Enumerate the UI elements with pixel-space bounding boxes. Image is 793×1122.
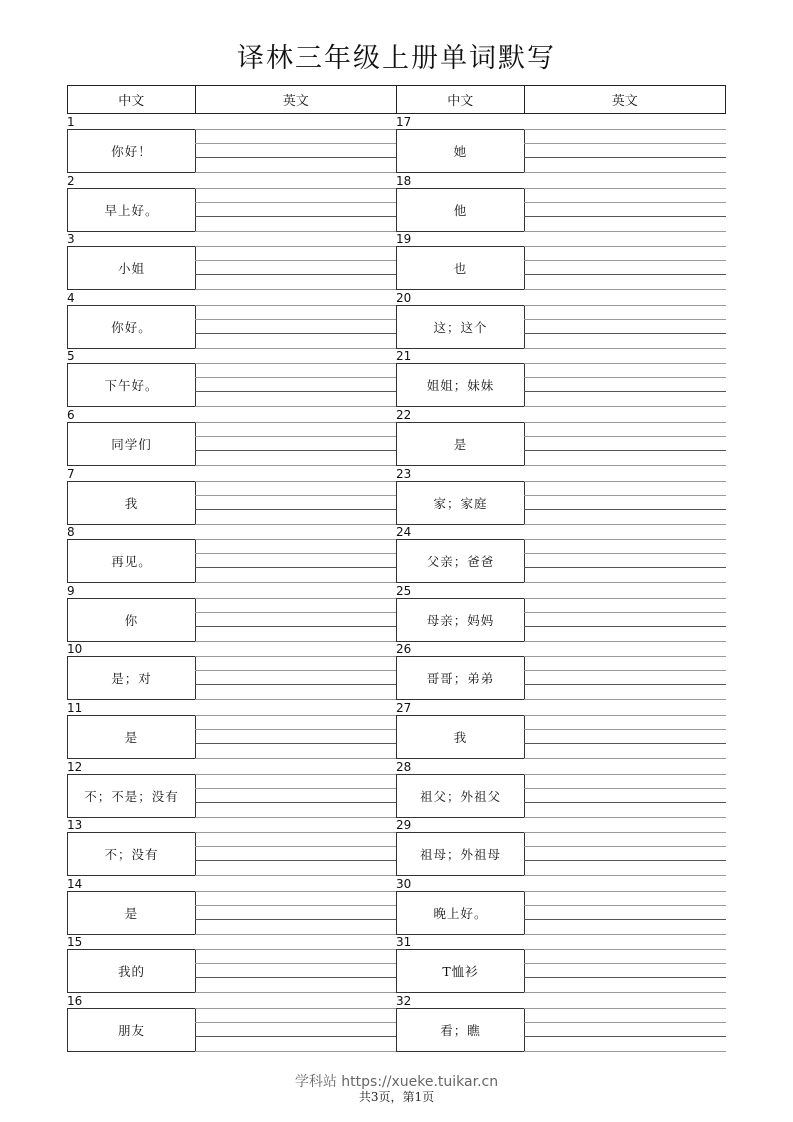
table-header (67, 85, 726, 114)
writing-line (195, 363, 397, 364)
writing-line (524, 246, 726, 247)
entry-number: 29 (396, 818, 412, 833)
writing-line (524, 729, 726, 730)
word-entry (67, 993, 397, 1052)
chinese-word-cell: 是 (396, 422, 525, 466)
writing-line (524, 905, 726, 906)
chinese-word-cell: T恤衫 (396, 949, 525, 993)
chinese-word-cell: 你好！ (67, 129, 196, 173)
english-writing-lines[interactable] (524, 949, 726, 993)
writing-line (195, 305, 397, 306)
writing-line (195, 626, 397, 627)
entry-number: 7 (67, 466, 75, 481)
writing-line (195, 832, 397, 833)
chinese-word-cell: 小姐 (67, 246, 196, 290)
writing-line (524, 377, 726, 378)
chinese-word-cell: 看；瞧 (396, 1008, 525, 1052)
chinese-word-cell: 她 (396, 129, 525, 173)
chinese-word-cell: 朋友 (67, 1008, 196, 1052)
chinese-word-cell: 同学们 (67, 422, 196, 466)
page-number: 共3页，第1页 (358, 1090, 435, 1104)
chinese-word-cell: 我 (396, 715, 525, 759)
entry-number: 31 (396, 935, 412, 950)
writing-line (524, 509, 726, 510)
word-entry (396, 993, 726, 1052)
writing-line (524, 481, 726, 482)
chinese-word-cell: 我 (67, 481, 196, 525)
writing-line (524, 129, 726, 130)
entry-number: 9 (67, 583, 75, 598)
chinese-word-cell: 他 (396, 188, 525, 232)
word-entry (396, 934, 726, 993)
word-entry (67, 407, 397, 466)
writing-line (195, 1036, 397, 1037)
writing-line (524, 436, 726, 437)
chinese-word-cell: 也 (396, 246, 525, 290)
writing-line (524, 684, 726, 685)
writing-line (524, 949, 726, 950)
english-writing-lines[interactable] (195, 715, 397, 759)
header-chinese-left: 中文 (68, 86, 196, 113)
english-writing-lines[interactable] (524, 188, 726, 232)
chinese-word-cell: 下午好。 (67, 363, 196, 407)
word-entry (396, 641, 726, 700)
chinese-word-cell: 祖父；外祖父 (396, 774, 525, 818)
english-writing-lines[interactable] (195, 422, 397, 466)
word-entry (396, 173, 726, 232)
word-entry (396, 290, 726, 349)
writing-line (195, 129, 397, 130)
writing-line (195, 949, 397, 950)
writing-line (524, 391, 726, 392)
english-writing-lines[interactable] (195, 1008, 397, 1052)
chinese-word-cell: 祖母；外祖母 (396, 832, 525, 876)
writing-line (195, 774, 397, 775)
writing-line (524, 774, 726, 775)
writing-line (195, 1051, 397, 1052)
word-entry (396, 876, 726, 935)
english-writing-lines[interactable] (195, 539, 397, 583)
writing-line (195, 567, 397, 568)
writing-line (195, 246, 397, 247)
entry-number: 1 (67, 115, 75, 129)
writing-line (524, 788, 726, 789)
writing-line (195, 670, 397, 671)
chinese-word-cell: 不；不是；没有 (67, 774, 196, 818)
writing-line (524, 188, 726, 189)
english-writing-lines[interactable] (195, 598, 397, 642)
word-entry (67, 114, 397, 173)
word-entry (396, 231, 726, 290)
writing-line (524, 656, 726, 657)
english-writing-lines[interactable] (524, 129, 726, 173)
header-english-left: 英文 (196, 86, 397, 113)
entry-number: 25 (396, 583, 412, 598)
writing-line (195, 157, 397, 158)
writing-line (195, 963, 397, 964)
writing-line (195, 715, 397, 716)
writing-line (195, 188, 397, 189)
word-entry (396, 348, 726, 407)
writing-line (524, 319, 726, 320)
word-entry (396, 583, 726, 642)
english-writing-lines[interactable] (195, 305, 397, 349)
writing-line (195, 450, 397, 451)
writing-line (524, 919, 726, 920)
chinese-word-cell: 你好。 (67, 305, 196, 349)
writing-line (524, 977, 726, 978)
entry-number: 6 (67, 408, 75, 422)
entry-number: 14 (67, 876, 83, 891)
word-entry (67, 700, 397, 759)
writing-line (524, 832, 726, 833)
writing-line (195, 1022, 397, 1023)
english-writing-lines[interactable] (195, 188, 397, 232)
word-entry (67, 290, 397, 349)
entry-number: 27 (396, 701, 412, 715)
english-writing-lines[interactable] (524, 774, 726, 818)
chinese-word-cell: 你 (67, 598, 196, 642)
word-entry (67, 173, 397, 232)
english-writing-lines[interactable] (195, 481, 397, 525)
entry-number: 5 (67, 349, 75, 364)
writing-line (524, 333, 726, 334)
writing-line (524, 274, 726, 275)
entry-number: 26 (396, 642, 412, 657)
entry-number: 8 (67, 525, 75, 540)
word-entry (396, 759, 726, 818)
writing-line (195, 553, 397, 554)
writing-line (524, 157, 726, 158)
word-entry (396, 700, 726, 759)
entry-number: 3 (67, 232, 75, 247)
writing-line (195, 274, 397, 275)
writing-line (195, 977, 397, 978)
writing-line (195, 143, 397, 144)
english-writing-lines[interactable] (195, 129, 397, 173)
writing-line (524, 743, 726, 744)
header-english-right: 英文 (611, 94, 638, 109)
chinese-word-cell: 姐姐；妹妹 (396, 363, 525, 407)
writing-line (524, 598, 726, 599)
writing-line (195, 481, 397, 482)
header-chinese-right: 中文 (397, 86, 525, 113)
writing-line (524, 1036, 726, 1037)
chinese-word-cell: 晚上好。 (396, 891, 525, 935)
word-entry (67, 934, 397, 993)
english-writing-lines[interactable] (524, 246, 726, 290)
writing-line (524, 891, 726, 892)
writing-line (524, 626, 726, 627)
word-entry (396, 524, 726, 583)
writing-line (195, 788, 397, 789)
writing-line (524, 495, 726, 496)
word-entry (396, 817, 726, 876)
entry-number: 11 (67, 701, 83, 715)
writing-line (195, 436, 397, 437)
writing-line (195, 891, 397, 892)
entry-number: 30 (396, 876, 412, 891)
writing-line (195, 612, 397, 613)
word-entry (67, 759, 397, 818)
word-entry (67, 231, 397, 290)
writing-line (524, 1022, 726, 1023)
writing-line (524, 260, 726, 261)
writing-line (195, 319, 397, 320)
english-writing-lines[interactable] (195, 949, 397, 993)
chinese-word-cell: 我的 (67, 949, 196, 993)
english-writing-lines[interactable] (195, 656, 397, 700)
writing-line (524, 1051, 726, 1052)
writing-line (524, 422, 726, 423)
english-writing-lines[interactable] (195, 363, 397, 407)
writing-line (524, 612, 726, 613)
writing-line (524, 963, 726, 964)
writing-line (195, 509, 397, 510)
writing-line (524, 860, 726, 861)
entry-number: 19 (396, 232, 412, 247)
writing-line (195, 905, 397, 906)
word-entry (67, 348, 397, 407)
writing-line (195, 377, 397, 378)
entry-number: 23 (396, 466, 412, 481)
entry-number: 32 (396, 994, 412, 1008)
entry-number: 12 (67, 759, 83, 774)
entry-number: 13 (67, 818, 83, 833)
writing-line (195, 656, 397, 657)
writing-line (195, 495, 397, 496)
writing-line (195, 860, 397, 861)
writing-line (524, 363, 726, 364)
chinese-word-cell: 是 (67, 891, 196, 935)
writing-line (195, 216, 397, 217)
english-writing-lines[interactable] (195, 774, 397, 818)
writing-line (195, 919, 397, 920)
writing-line (195, 539, 397, 540)
english-writing-lines[interactable] (524, 598, 726, 642)
word-entry (396, 114, 726, 173)
writing-line (195, 333, 397, 334)
footer-site: 学科站 https://xueke.tuikar.cn (294, 1074, 499, 1090)
english-writing-lines[interactable] (524, 481, 726, 525)
english-writing-lines[interactable] (524, 832, 726, 876)
writing-line (195, 846, 397, 847)
english-writing-lines[interactable] (524, 891, 726, 935)
writing-line (195, 684, 397, 685)
chinese-word-cell: 家；家庭 (396, 481, 525, 525)
writing-line (195, 743, 397, 744)
chinese-word-cell: 这；这个 (396, 305, 525, 349)
entry-number: 16 (67, 994, 83, 1008)
english-writing-lines[interactable] (524, 1008, 726, 1052)
writing-line (524, 802, 726, 803)
writing-line (524, 216, 726, 217)
chinese-word-cell: 母亲；妈妈 (396, 598, 525, 642)
entry-number: 24 (396, 525, 412, 540)
word-entry (396, 407, 726, 466)
word-entry (396, 466, 726, 525)
english-writing-lines[interactable] (524, 422, 726, 466)
entry-number: 20 (396, 290, 412, 305)
chinese-word-cell: 父亲；爸爸 (396, 539, 525, 583)
writing-line (195, 802, 397, 803)
chinese-word-cell: 再见。 (67, 539, 196, 583)
chinese-word-cell: 早上好。 (67, 188, 196, 232)
writing-line (524, 539, 726, 540)
writing-line (195, 422, 397, 423)
english-writing-lines[interactable] (195, 891, 397, 935)
entry-number: 18 (396, 173, 412, 188)
entry-number: 4 (67, 290, 75, 305)
english-writing-lines[interactable] (195, 246, 397, 290)
entry-number: 17 (396, 115, 412, 129)
writing-line (195, 729, 397, 730)
entry-number: 21 (396, 349, 412, 364)
entry-number: 22 (396, 408, 412, 422)
chinese-word-cell: 是；对 (67, 656, 196, 700)
english-writing-lines[interactable] (524, 305, 726, 349)
writing-line (524, 1008, 726, 1009)
writing-line (524, 305, 726, 306)
entry-number: 15 (67, 935, 83, 950)
english-writing-lines[interactable] (524, 715, 726, 759)
english-writing-lines[interactable] (524, 539, 726, 583)
chinese-word-cell: 是 (67, 715, 196, 759)
word-entry (67, 524, 397, 583)
english-writing-lines[interactable] (195, 832, 397, 876)
chinese-word-cell: 哥哥；弟弟 (396, 656, 525, 700)
writing-line (524, 567, 726, 568)
writing-line (195, 260, 397, 261)
writing-line (195, 391, 397, 392)
writing-line (195, 1008, 397, 1009)
word-entry (67, 876, 397, 935)
english-writing-lines[interactable] (524, 363, 726, 407)
writing-line (524, 143, 726, 144)
word-entry (67, 466, 397, 525)
writing-line (524, 553, 726, 554)
entry-number: 2 (67, 173, 75, 188)
entry-number: 28 (396, 759, 412, 774)
writing-line (524, 202, 726, 203)
writing-line (195, 598, 397, 599)
writing-line (524, 450, 726, 451)
page-title: 译林三年级上册单词默写 (237, 43, 556, 74)
word-entry (67, 641, 397, 700)
writing-line (524, 715, 726, 716)
entry-number: 10 (67, 642, 83, 657)
word-entry (67, 817, 397, 876)
writing-line (524, 846, 726, 847)
chinese-word-cell: 不；没有 (67, 832, 196, 876)
writing-line (524, 670, 726, 671)
word-entry (67, 583, 397, 642)
writing-line (195, 202, 397, 203)
english-writing-lines[interactable] (524, 656, 726, 700)
